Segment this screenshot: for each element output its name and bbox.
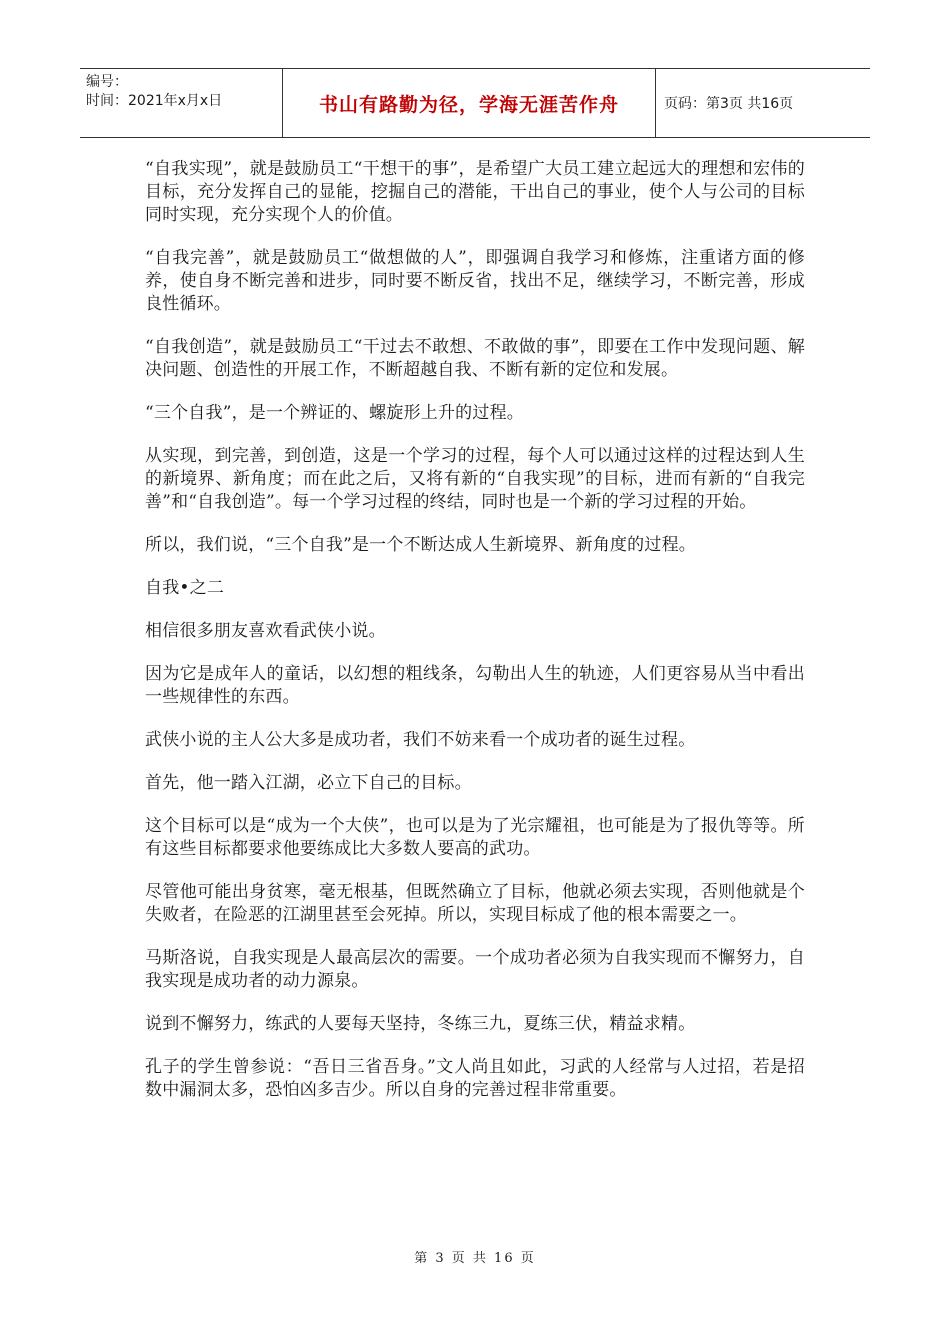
- paragraph: 尽管他可能出身贫寒，毫无根基，但既然确立了目标，他就必须去实现，否则他就是个失败者，在险恶的江湖里甚至会死掉。所以，实现目标成了他的根本需要之一。: [145, 882, 805, 925]
- paragraph: 这个目标可以是“成为一个大侠”，也可以是为了光宗耀祖，也可能是为了报仇等等。所有这些目标都要求他要练成比大多数人要高的武功。: [145, 816, 805, 859]
- paragraph: 武侠小说的主人公大多是成功者，我们不妨来看一个成功者的诞生过程。: [145, 730, 696, 750]
- paragraph: “自我完善”，就是鼓励员工“做想做的人”，即强调自我学习和修炼，注重诸方面的修养，使自身不断完善和进步，同时要不断反省，找出不足，继续学习，不断完善，形成良性循环。: [145, 248, 805, 314]
- paragraph: 孔子的学生曾参说：“吾日三省吾身。”文人尚且如此，习武的人经常与人过招，若是招数中漏洞太多，恐怕凶多吉少。所以自身的完善过程非常重要。: [145, 1057, 805, 1100]
- paragraph: 说到不懈努力，练武的人要每天坚持，冬练三九，夏练三伏，精益求精。: [145, 1014, 696, 1034]
- paragraph: “三个自我”，是一个辨证的、螺旋形上升的过程。: [145, 403, 524, 423]
- header-page-info: 页码：第3页 共16页: [664, 96, 794, 112]
- document-body: [145, 158, 805, 1122]
- section-heading: 自我•之二: [145, 578, 225, 598]
- date-label: 时间：2021年x月x日: [86, 93, 223, 109]
- page-footer: 第 3 页 共 16 页: [414, 1251, 536, 1266]
- paragraph: 所以，我们说，“三个自我”是一个不断达成人生新境界、新角度的过程。: [145, 535, 696, 555]
- header-meta: [80, 69, 283, 137]
- number-label: 编号：: [86, 74, 128, 90]
- paragraph: 相信很多朋友喜欢看武侠小说。: [145, 621, 386, 641]
- paragraph: “自我创造”，就是鼓励员工“干过去不敢想、不敢做的事”，即要在工作中发现问题、解决问题、创造性的开展工作，不断超越自我、不断有新的定位和发展。: [145, 337, 805, 380]
- paragraph: 从实现，到完善，到创造，这是一个学习的过程，每个人可以通过这样的过程达到人生的新境界、新角度；而在此之后，又将有新的“自我实现”的目标，进而有新的“自我完善”和“自我创造”。每一个学习过程的终结，同时也是一个新的学习过程的开始。: [145, 446, 805, 512]
- paragraph: “自我实现”，就是鼓励员工“干想干的事”，是希望广大员工建立起远大的理想和宏伟的目标，充分发挥自己的显能，挖掘自己的潜能，干出自己的事业，使个人与公司的目标同时实现，充分实现个人的价值。: [145, 159, 805, 225]
- paragraph: 因为它是成年人的童话，以幻想的粗线条，勾勒出人生的轨迹，人们更容易从当中看出一些规律性的东西。: [145, 664, 805, 707]
- document-header: [80, 68, 870, 138]
- paragraph: 首先，他一踏入江湖，必立下自己的目标。: [145, 773, 472, 793]
- paragraph: 马斯洛说，自我实现是人最高层次的需要。一个成功者必须为自我实现而不懈努力，自我实现是成功者的动力源泉。: [145, 948, 805, 991]
- header-motto: 书山有路勤为径，学海无涯苦作舟: [283, 69, 656, 137]
